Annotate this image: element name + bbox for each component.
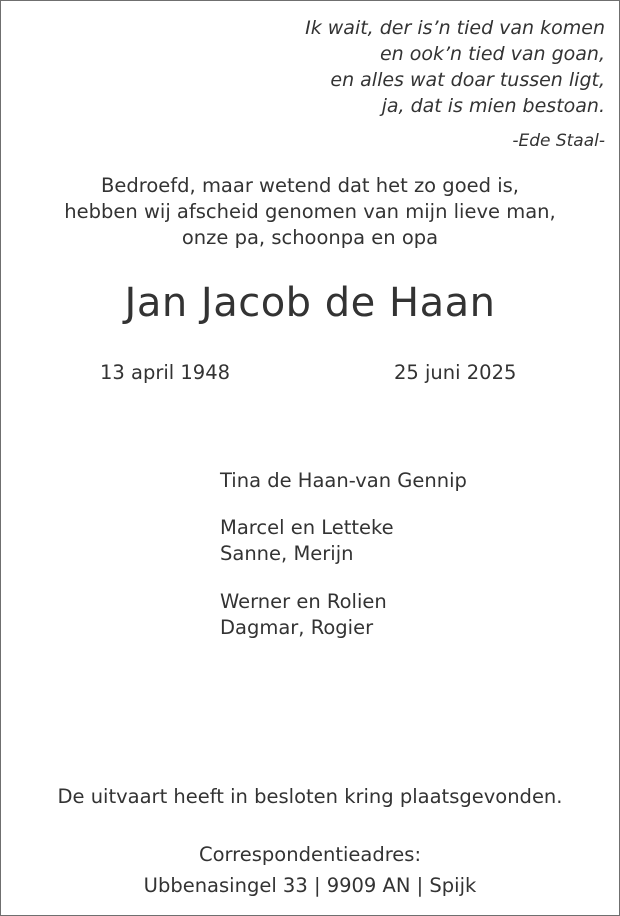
intro-line-3: onze pa, schoonpa en opa	[181, 226, 439, 249]
family-child-1: Marcel en Letteke	[220, 516, 394, 539]
death-date: 25 juni 2025	[394, 361, 517, 384]
funeral-note: De uitvaart heeft in besloten kring plaatsgevonden.	[57, 785, 563, 808]
intro-line-1: Bedroefd, maar wetend dat het zo goed is,	[101, 174, 519, 197]
poem-line-2: en ook’n tied van goan,	[379, 43, 605, 65]
deceased-name: Jan Jacob de Haan	[124, 280, 496, 326]
family-spouse: Tina de Haan-van Gennip	[220, 469, 467, 492]
poem-line-1: Ik wait, der is’n tied van komen	[305, 17, 605, 39]
family-grandchildren-1: Sanne, Merijn	[220, 542, 354, 565]
poem-author: -Ede Staal-	[512, 131, 605, 151]
birth-date: 13 april 1948	[100, 361, 231, 384]
poem-line-4: ja, dat is mien bestoan.	[381, 95, 605, 117]
poem-line-3: en alles wat doar tussen ligt,	[330, 69, 605, 91]
correspondence-label: Correspondentieadres:	[198, 843, 422, 866]
intro-line-2: hebben wij afscheid genomen van mijn lieve man,	[64, 200, 556, 223]
correspondence-address: Ubbenasingel 33 | 9909 AN | Spijk	[143, 874, 477, 897]
family-grandchildren-2: Dagmar, Rogier	[220, 616, 374, 639]
family-child-2: Werner en Rolien	[220, 590, 387, 613]
